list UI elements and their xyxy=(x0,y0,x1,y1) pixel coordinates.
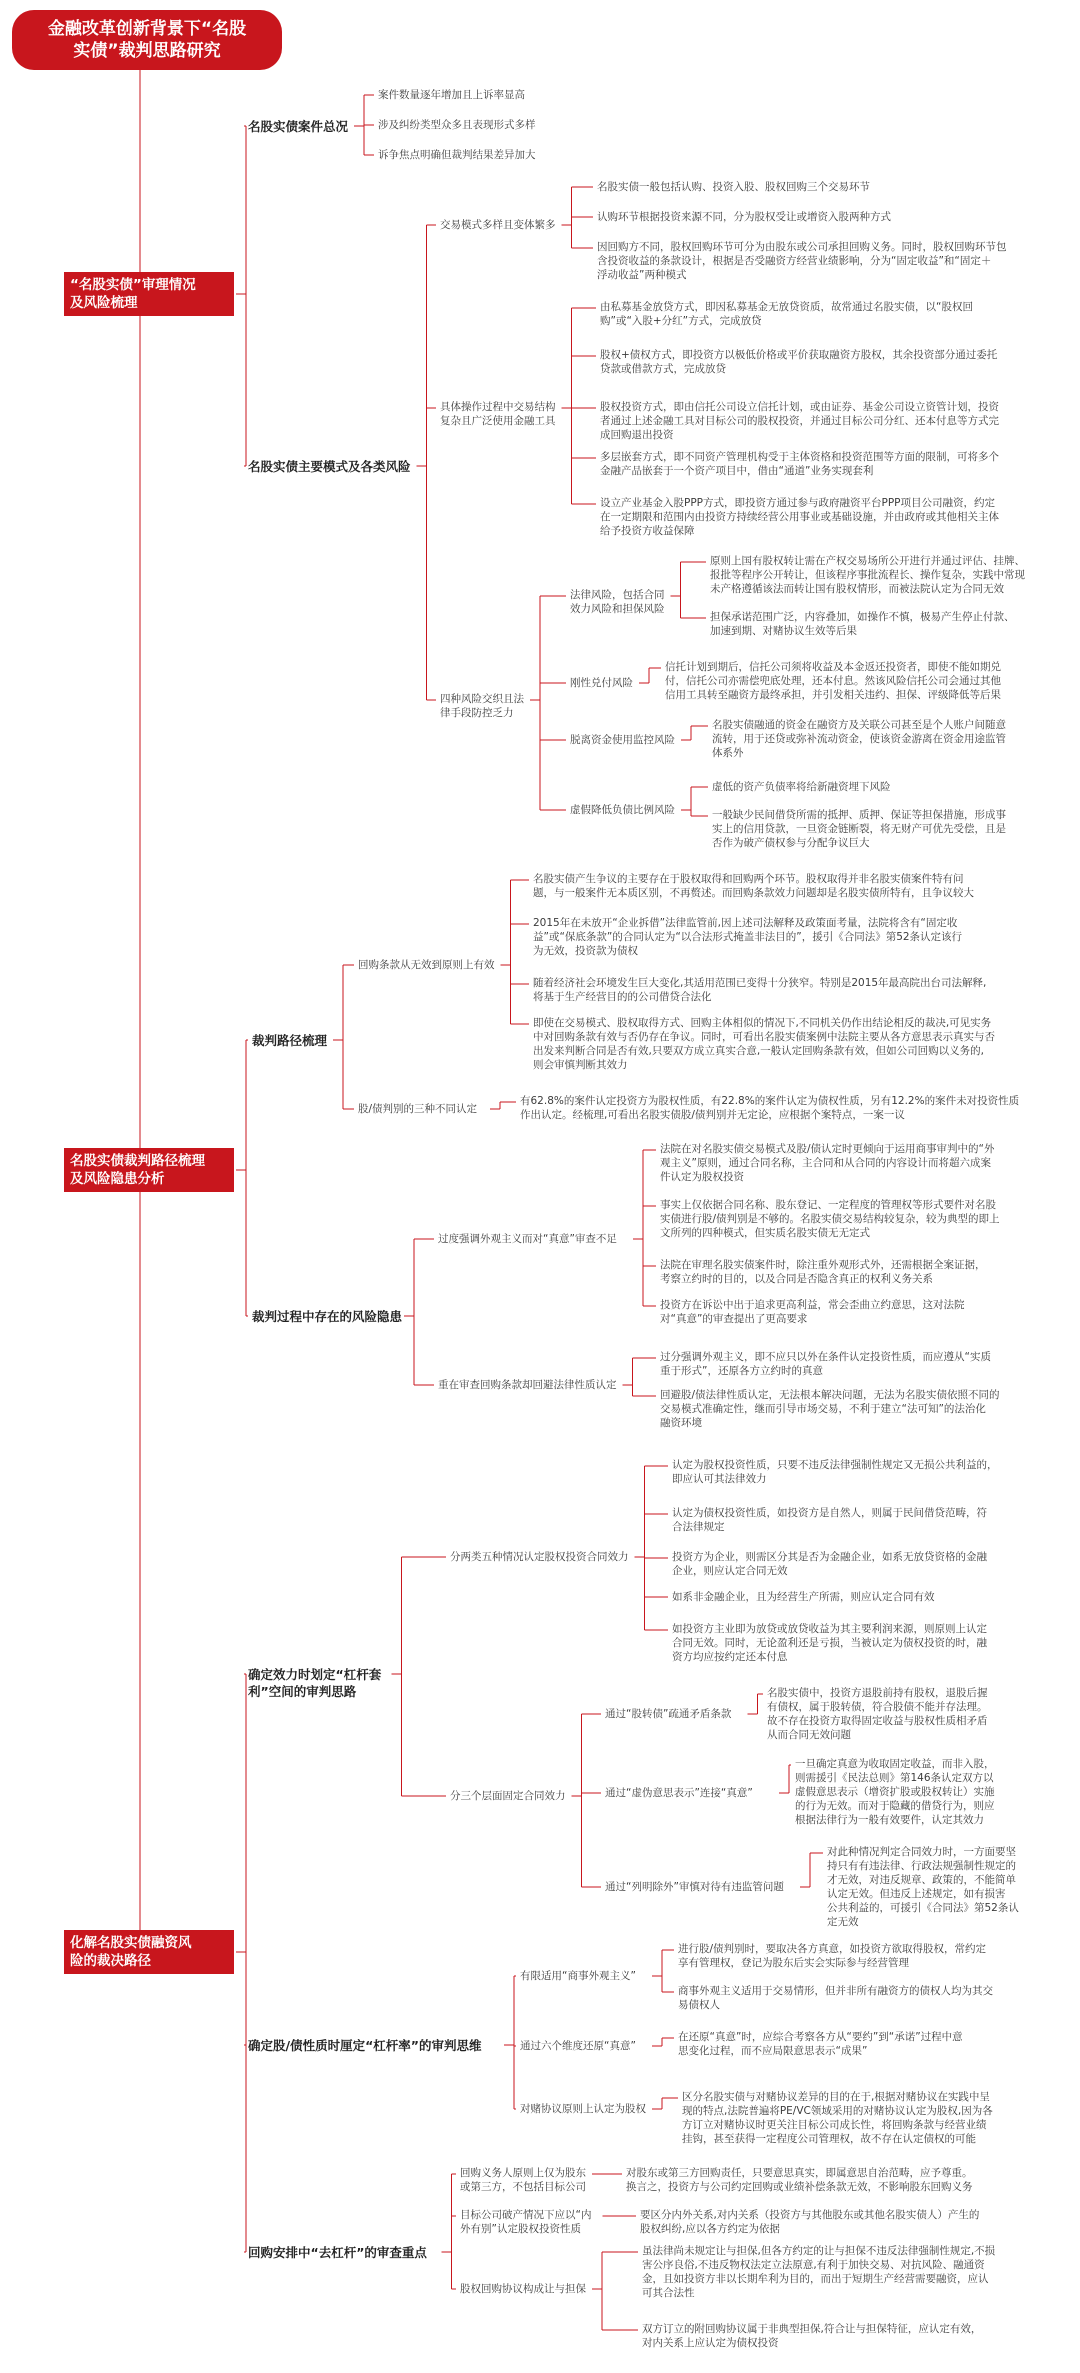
topic-node: 多层嵌套方式，即不同资产管理机构受于主体资格和投资范围等方面的限制，可将多个 金融产品嵌套于一个资产项目中，借由“通道”业务实现套利 xyxy=(600,451,999,477)
topic-node: 过度强调外观主义而对“真意”审查不足 xyxy=(438,1233,617,1245)
topic-node: 通过“列明除外”审慎对待有违监管问题 xyxy=(605,1881,784,1893)
topic-node: 通过六个维度还原“真意” xyxy=(520,2040,636,2052)
branch-box: 化解名股实债融资风 险的裁决路径 xyxy=(64,1930,234,1974)
topic-node: 名股实债一般包括认购、投资入股、股权回购三个交易环节 xyxy=(597,181,870,193)
topic-node: 回购条款从无效到原则上有效 xyxy=(358,959,495,971)
topic-node: 即使在交易模式、股权取得方式、回购主体相似的情况下,不同机关仍作出结论相反的裁决,可见实务 中对回购条款有效与否仍存在争议。同时，可看出名股实债案例中法院主要从各方意思表示真实与否 出发来判断合同是否有效,只要双方成立真实合意,一般认定回购条款有效，但如公司回购以义务的, 则会审慎判断其效力 xyxy=(533,1017,995,1071)
branch-box: 名股实债裁判路径梳理 及风险隐患分析 xyxy=(64,1148,234,1192)
topic-heading: 名股实债案件总况 xyxy=(248,119,349,134)
topic-node: 交易模式多样且变体繁多 xyxy=(440,219,556,231)
topic-node: 随着经济社会环境发生巨大变化,其适用范围已变得十分狭窄。特别是2015年最高院出台司法解释, 将基于生产经营目的的公司借贷合法化 xyxy=(533,977,987,1003)
topic-node: 诉争焦点明确但裁判结果差异加大 xyxy=(378,149,536,161)
topic-node: 股权投资方式，即由信托公司设立信托计划，或由证券、基金公司设立资管计划，投资 者通过上述金融工具对目标公司的股权投资，并通过目标公司分红、还本付息等方式完 成回购退出投资 xyxy=(600,401,999,441)
topic-node: 法律风险，包括合同 效力风险和担保风险 xyxy=(570,589,665,615)
topic-node: 分三个层面固定合同效力 xyxy=(450,1790,566,1802)
topic-heading: 裁判路径梳理 xyxy=(252,1033,328,1048)
topic-node: 虚低的资产负债率将给新融资埋下风险 xyxy=(712,781,891,793)
topic-node: 虚假降低负债比例风险 xyxy=(570,804,675,816)
topic-node: 对此种情况判定合同效力时，一方面要坚 持只有有违法律、行政法规强制性规定的 才无效，对违反规章、政策的，不能简单 认定无效。但违反上述规定，如有损害 公共利益的，可援引《合同法》第52条认 定无效 xyxy=(827,1846,1019,1928)
topic-node: 认定为股权投资性质，只要不违反法律强制性规定又无损公共利益的， 即应认可其法律效力 xyxy=(672,1459,998,1485)
topic-node: 法院在对名股实债交易模式及股/债认定时更倾向于运用商事审判中的“外 观主义”原则，通过合同名称，主合同和从合同的内容设计而将超六成案 件认定为股权投资 xyxy=(660,1143,995,1183)
topic-node: 涉及纠纷类型众多且表现形式多样 xyxy=(378,119,536,131)
topic-node: 脱离资金使用监控风险 xyxy=(570,734,675,746)
topic-node: 刚性兑付风险 xyxy=(570,677,633,689)
topic-node: 双方订立的附回购协议属于非典型担保,符合让与担保特征，应认定有效， 对内关系上应认定为债权投资 xyxy=(642,2323,982,2349)
topic-node: 如投资方主业即为放贷或放贷收益为其主要利润来源，则原则上认定 合同无效。同时，无论盈利还是亏损，当被认定为债权投资的时，融 资方均应按约定还本付息 xyxy=(672,1623,987,1663)
topic-node: 一般缺少民间借贷所需的抵押、质押、保证等担保措施，形成事 实上的信用贷款，一旦资金链断裂，将无财产可优先受偿，且是 否作为破产债权参与分配争议巨大 xyxy=(712,809,1006,849)
topic-node: 认购环节根据投资来源不同，分为股权受让或增资入股两种方式 xyxy=(597,211,891,223)
topic-node: 投资方在诉讼中出于追求更高利益，常会歪曲立约意思，这对法院 对“真意”的审查提出了更高要求 xyxy=(660,1299,965,1325)
topic-node: 回购义务人原则上仅为股东 或第三方，不包括目标公司 xyxy=(460,2167,586,2193)
topic-node: 事实上仅依据合同名称、股东登记、一定程度的管理权等形式要件对名股 实债进行股/债判别是不够的。名股实债交易结构较复杂，较为典型的即上 文所列的四种模式，但实质名股实债无无定式 xyxy=(660,1199,1000,1239)
branch-box: “名股实债”审理情况 及风险梳理 xyxy=(64,272,234,316)
topic-node: 案件数量逐年增加且上诉率显高 xyxy=(378,89,525,101)
topic-node: 一旦确定真意为收取固定收益，而非入股， 则需援引《民法总则》第146条认定双方以 虚假意思表示（增资扩股或股权转让）实施 的行为无效。而对于隐藏的借贷行为，则应 根据法律行为一般有效要件，认定其效力 xyxy=(795,1758,995,1826)
topic-node: 分两类五种情况认定股权投资合同效力 xyxy=(450,1551,629,1563)
topic-heading: 回购安排中“去杠杆”的审查重点 xyxy=(248,2245,427,2260)
topic-node: 对赌协议原则上认定为股权 xyxy=(520,2103,646,2115)
topic-node: 具体操作过程中交易结构 复杂且广泛使用金融工具 xyxy=(440,401,556,427)
topic-heading: 裁判过程中存在的风险隐患 xyxy=(252,1309,403,1324)
topic-node: 信托计划到期后，信托公司须将收益及本金返还投资者，即使不能如期兑 付，信托公司亦需偿兜底处理，还本付息。然该风险信托公司会通过其他 信用工具转至融资方最终承担，并引发相关违约、担保、评级降低等后果 xyxy=(665,661,1001,701)
topic-node: 目标公司破产情况下应以“内 外有别”认定股权投资性质 xyxy=(460,2209,592,2235)
topic-node: 四种风险交织且法 律手段防控乏力 xyxy=(440,693,524,719)
topic-node: 要区分内外关系,对内关系（投资方与其他股东或其他名股实债人）产生的 股权纠纷,应以各方约定为依据 xyxy=(640,2209,980,2235)
topic-node: 股权回购协议构成让与担保 xyxy=(460,2283,586,2295)
topic-node: 对股东或第三方回购责任，只要意思真实，即属意思自治范畴，应予尊重。 换言之，投资方与公司约定回购或业绩补偿条款无效，不影响股东回购义务 xyxy=(626,2167,973,2193)
topic-node: 通过“股转债”疏通矛盾条款 xyxy=(605,1708,732,1720)
root-title: 金融改革创新背景下“名股 实债”裁判思路研究 xyxy=(12,10,282,70)
topic-node: 法院在审理名股实债案件时，除注重外观形式外，还需根据全案证据， 考察立约时的目的，以及合同是否隐含真正的权利义务关系 xyxy=(660,1259,986,1285)
topic-node: 由私募基金放贷方式，即因私募基金无放贷资质，故常通过名股实债，以“股权回 购”或“入股+分红”方式，完成放贷 xyxy=(600,301,973,327)
topic-node: 有62.8%的案件认定投资方为股权性质，有22.8%的案件认定为债权性质，另有12.2%的案件未对投资性质 作出认定。经梳理,可看出名股实债股/债判别并无定论，应根据个案特点，一案一议 xyxy=(520,1095,1020,1121)
topic-node: 进行股/债判别时，要取决各方真意，如投资方欲取得股权，常约定 享有管理权，登记为股东后实会实际参与经营管理 xyxy=(678,1943,987,1969)
topic-node: 如系非金融企业，且为经营生产所需，则应认定合同有效 xyxy=(672,1591,935,1603)
topic-node: 2015年在未放开“企业拆借”法律监管前,因上述司法解释及政策面考量，法院将含有“固定收 益”或“保底条款”的合同认定为“以合法形式掩盖非法目的”，援引《合同法》第52条认定该行 为无效，投资款为债权 xyxy=(533,917,963,957)
topic-node: 有限适用“商事外观主义” xyxy=(520,1970,636,1982)
topic-node: 重在审查回购条款却回避法律性质认定 xyxy=(438,1379,617,1391)
topic-node: 虽法律尚未规定让与担保,但各方约定的让与担保不违反法律强制性规定,不损 害公序良俗,不违反物权法定立法原意,有利于加快交易、对抗风险、融通资 金，且如投资方非以长期牟利为目的，而出于短期生产经营需要融资，应认 可其合法性 xyxy=(642,2245,996,2299)
topic-heading: 确定股/债性质时厘定“杠杆率”的审判思维 xyxy=(248,2038,482,2053)
topic-node: 商事外观主义适用于交易情形，但并非所有融资方的债权人均为其交 易债权人 xyxy=(678,1985,993,2011)
topic-node: 通过“虚伪意思表示”连接“真意” xyxy=(605,1787,753,1799)
topic-node: 投资方为企业，则需区分其是否为金融企业，如系无放贷资格的金融 企业，则应认定合同无效 xyxy=(672,1551,987,1577)
topic-node: 区分名股实债与对赌协议差异的目的在于,根据对赌协议在实践中呈 现的特点,法院普遍将PE/VC领域采用的对赌协议认定为股权,因为各 方订立对赌协议时更关注目标公司成长性，将回购条款与经营业绩 挂钩，甚至获得一定程度公司管理权，故不存在认定债权的可能 xyxy=(682,2091,993,2145)
topic-node: 名股实债产生争议的主要存在于股权取得和回购两个环节。股权取得并非名股实债案件特有问 题，与一般案件无本质区别，不再赘述。而回购条款效力问题却是名股实债所特有，且争议较大 xyxy=(533,873,974,899)
topic-heading: 确定效力时划定“杠杆套 利”空间的审判思路 xyxy=(248,1667,382,1699)
topic-node: 过分强调外观主义，即不应只以外在条件认定投资性质，而应遵从“实质 重于形式”，还原各方立约时的真意 xyxy=(660,1351,991,1377)
topic-node: 股权+债权方式，即投资方以极低价格或平价获取融资方股权，其余投资部分通过委托 贷款或借款方式，完成放贷 xyxy=(600,349,998,375)
topic-node: 名股实债中，投资方退股前持有股权，退股后握 有债权，属于股转债，符合股债不能并存法理。 故不存在投资方取得固定收益与股权性质相矛盾 从而合同无效问题 xyxy=(767,1687,988,1741)
topic-node: 原则上国有股权转让需在产权交易场所公开进行并通过评估、挂牌、 报批等程序公开转让，但该程序事批流程长、操作复杂，实践中常现 未产格遵循该法而转让国有股权情形，而被法院认定为合同无效 xyxy=(710,555,1025,595)
topic-heading: 名股实债主要模式及各类风险 xyxy=(248,459,411,474)
topic-node: 回避股/债法律性质认定，无法根本解决问题，无法为名股实债依照不同的 交易模式准确定性，继而引导市场交易，不利于建立“法可知”的法治化 融资环境 xyxy=(660,1389,1000,1429)
topic-node: 担保承诺范围广泛，内容叠加，如操作不慎，极易产生停止付款、 加速到期、对赌协议生效等后果 xyxy=(710,611,1015,637)
topic-node: 设立产业基金入股PPP方式，即投资方通过参与政府融资平台PPP项目公司融资，约定 在一定期限和范围内由投资方持续经营公用事业或基础设施，并由政府或其他相关主体 给予投资方收益保障 xyxy=(600,497,999,537)
topic-node: 在还原“真意”时，应综合考察各方从“要约”到“承诺”过程中意 思变化过程，而不应局限意思表示“成果” xyxy=(678,2031,963,2057)
topic-node: 因回购方不同，股权回购环节可分为由股东或公司承担回购义务。同时，股权回购环节包 含投资收益的条款设计，根据是否受融资方经营业绩影响，分为“固定收益”和“固定＋ 浮动收益”两种模式 xyxy=(597,241,1007,281)
topic-node: 名股实债融通的资金在融资方及关联公司甚至是个人账户间随意 流转，用于还贷或弥补流动资金，使该资金游离在资金用途监管 体系外 xyxy=(712,719,1006,759)
topic-node: 股/债判别的三种不同认定 xyxy=(358,1103,478,1115)
topic-node: 认定为债权投资性质，如投资方是自然人，则属于民间借贷范畴，符 合法律规定 xyxy=(672,1507,987,1533)
